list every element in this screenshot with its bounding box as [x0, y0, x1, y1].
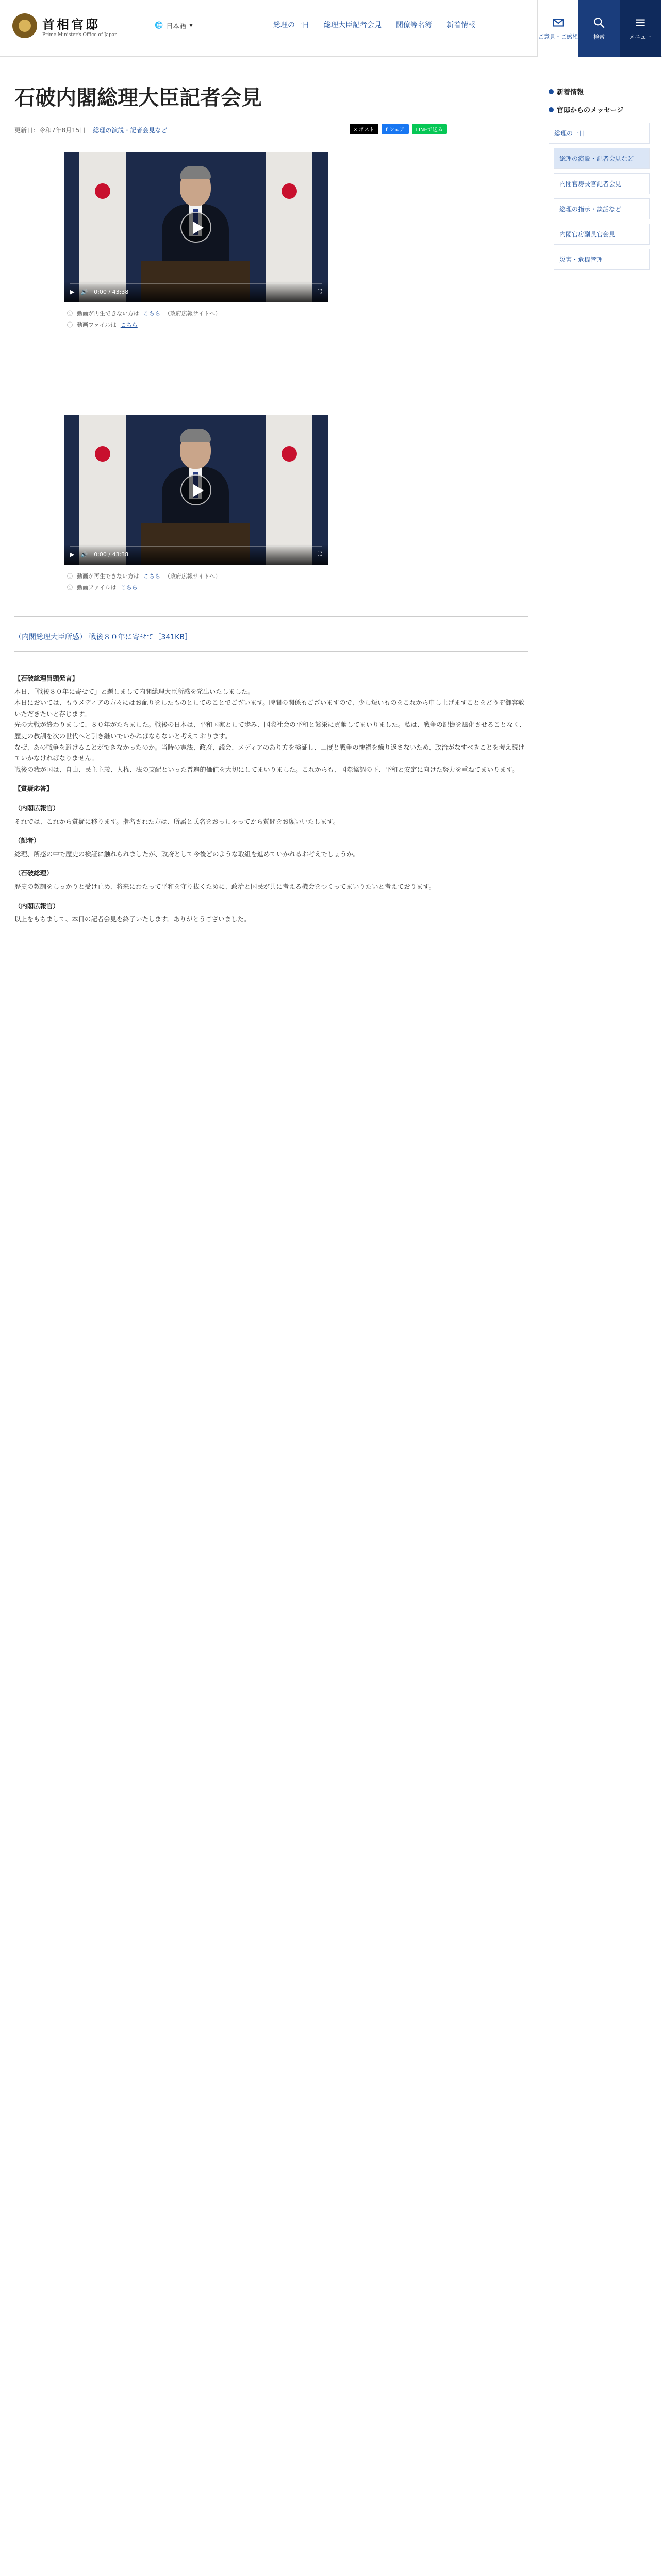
- nav-cabinet[interactable]: 閣僚等名簿: [396, 21, 432, 29]
- global-nav: [273, 20, 475, 30]
- pdf-link[interactable]: （内閣総理大臣所感） 戦後８０年に寄せて［341KB］: [14, 633, 192, 641]
- video-file-note: ⓘ 動画ファイルは こちら: [67, 321, 138, 328]
- nav-press[interactable]: 総理大臣記者会見: [324, 21, 382, 29]
- paragraph: 総理、所感の中で歴史の検証に触れられましたが、政府として今後どのような取組を進めていかれるお考えでしょうか。: [14, 850, 360, 858]
- emblem-icon: [12, 13, 37, 38]
- mail-icon: [552, 16, 565, 29]
- chevron-down-icon: ▾: [189, 22, 193, 29]
- video-alt-link[interactable]: こちら: [143, 310, 160, 317]
- site-logo[interactable]: [12, 13, 118, 38]
- sidebar-item[interactable]: 内閣官房長官記者会見: [554, 173, 650, 194]
- language-selector[interactable]: [155, 21, 193, 30]
- sidebar-list: [549, 123, 650, 270]
- updated-date: 更新日：令和7年8月15日: [14, 127, 86, 134]
- section-heading: （石破総理）: [14, 869, 53, 877]
- page-meta: [14, 126, 168, 134]
- section-heading: （内閣広報官）: [14, 804, 59, 812]
- video-alt-link[interactable]: こちら: [143, 573, 160, 580]
- video-player[interactable]: [64, 415, 328, 565]
- bullet-icon: [549, 89, 554, 94]
- section-heading: （記者）: [14, 837, 40, 845]
- paragraph: 以上をもちまして、本日の記者会見を終了いたします。ありがとうございました。: [14, 915, 251, 923]
- video-controls: [64, 281, 328, 302]
- paragraph: それでは、これから質疑に移ります。指名された方は、所属と氏名をおっしゃってから質問をお願いいたします。: [14, 817, 339, 825]
- paragraph: 戦後の我が国は、自由、民主主義、人権、法の支配といった普遍的価値を大切にしてまいりました。これからも、国際協調の下、平和と安定に向けた努力を重ねてまいります。: [14, 765, 519, 773]
- video-note: ⓘ 動画が再生できない方は こちら （政府広報サイトへ）: [67, 573, 221, 580]
- divider: [14, 651, 528, 652]
- fullscreen-icon[interactable]: ⛶: [318, 551, 322, 557]
- video-controls: [64, 544, 328, 565]
- sidebar-item[interactable]: 災害・危機管理: [554, 249, 650, 270]
- video-file-note: ⓘ 動画ファイルは こちら: [67, 584, 138, 591]
- logo-subtitle: Prime Minister's Office of Japan: [42, 32, 118, 38]
- paragraph: 先の大戦が終わりまして、８０年がたちました。戦後の日本は、平和国家として歩み、国際社会の平和と繁栄に貢献してまいりました。私は、戦争の記憶を風化させることなく、歴史の教訓を次の世代へと引き継いでいかねばならないと考えております。: [14, 721, 526, 740]
- nav-daily[interactable]: 総理の一日: [273, 21, 309, 29]
- divider: [14, 616, 528, 617]
- sidebar-section[interactable]: 官邸からのメッセージ: [549, 100, 650, 118]
- press-transcript: [14, 665, 528, 925]
- nav-news[interactable]: 新着情報: [446, 21, 475, 29]
- sidebar: [549, 82, 650, 270]
- section-heading: 【石破総理冒頭発言】: [14, 674, 78, 682]
- site-header: [0, 0, 662, 57]
- flag-left: [79, 415, 129, 565]
- video-time: 0:00 / 43:38: [94, 288, 129, 295]
- section-heading: 【質疑応答】: [14, 785, 53, 793]
- fullscreen-icon[interactable]: ⛶: [318, 288, 322, 295]
- bullet-icon: [549, 107, 554, 112]
- video-player[interactable]: [64, 152, 328, 302]
- video-file-link[interactable]: こちら: [120, 584, 138, 591]
- volume-icon[interactable]: 🔊: [80, 551, 88, 558]
- play-small-icon[interactable]: ▶: [70, 551, 75, 558]
- facebook-share-button[interactable]: f シェア: [382, 124, 409, 134]
- play-icon[interactable]: [180, 212, 211, 243]
- globe-icon: 🌐: [155, 22, 163, 29]
- share-buttons: [350, 124, 447, 134]
- flag-left: [79, 152, 129, 302]
- video-note: ⓘ 動画が再生できない方は こちら （政府広報サイトへ）: [67, 310, 221, 317]
- video-time: 0:00 / 43:38: [94, 551, 129, 558]
- volume-icon[interactable]: 🔊: [80, 288, 88, 295]
- info-icon: ⓘ: [67, 321, 73, 328]
- paragraph: 歴史の教訓をしっかりと受け止め、将来にわたって平和を守り抜くために、政治と国民が共に考える機会をつくってまいりたいと考えております。: [14, 882, 436, 890]
- category-link[interactable]: 総理の演説・記者会見など: [93, 127, 168, 134]
- sidebar-heading[interactable]: 新着情報: [549, 82, 650, 100]
- paragraph: 本日、「戦後８０年に寄せて」と題しまして内閣総理大臣所感を発出いたしました。: [14, 687, 254, 696]
- search-icon: [592, 16, 606, 29]
- language-label: 日本語: [166, 23, 187, 30]
- play-icon[interactable]: [180, 474, 211, 505]
- menu-button[interactable]: メニュー: [620, 0, 661, 57]
- sidebar-item[interactable]: 総理の一日: [549, 123, 650, 144]
- feedback-button[interactable]: ご意見・ご感想: [537, 0, 578, 57]
- paragraph: 本日においては、もうメディアの方々にはお配りをしたものとしてのことでございます。時間の関係もございますので、少し短いものをこれから申し上げますことをどうぞ御容赦いただきたいと存じます。: [14, 699, 525, 718]
- play-small-icon[interactable]: ▶: [70, 288, 75, 295]
- flag-right: [266, 415, 312, 565]
- hamburger-icon: [634, 16, 647, 29]
- paragraph: なぜ、あの戦争を避けることができなかったのか。当時の憲法、政府、議会、メディアのあり方を検証し、二度と戦争の惨禍を繰り返さないため、政治がなすべきことを考え続けていかなければなりません。: [14, 743, 525, 762]
- line-share-button[interactable]: LINEで送る: [412, 124, 447, 134]
- section-heading: （内閣広報官）: [14, 902, 59, 910]
- video-file-link[interactable]: こちら: [120, 321, 138, 328]
- info-icon: ⓘ: [67, 584, 73, 591]
- info-icon: ⓘ: [67, 310, 73, 317]
- logo-title: 首相官邸: [42, 16, 100, 32]
- page-title: 石破内閣総理大臣記者会見: [14, 86, 262, 110]
- sidebar-item[interactable]: 総理の演説・記者会見など: [554, 148, 650, 169]
- search-button[interactable]: 検索: [578, 0, 620, 57]
- sidebar-item[interactable]: 内閣官房副長官会見: [554, 224, 650, 245]
- flag-right: [266, 152, 312, 302]
- sidebar-item[interactable]: 総理の指示・談話など: [554, 198, 650, 219]
- x-share-button[interactable]: X ポスト: [350, 124, 378, 134]
- info-icon: ⓘ: [67, 573, 73, 580]
